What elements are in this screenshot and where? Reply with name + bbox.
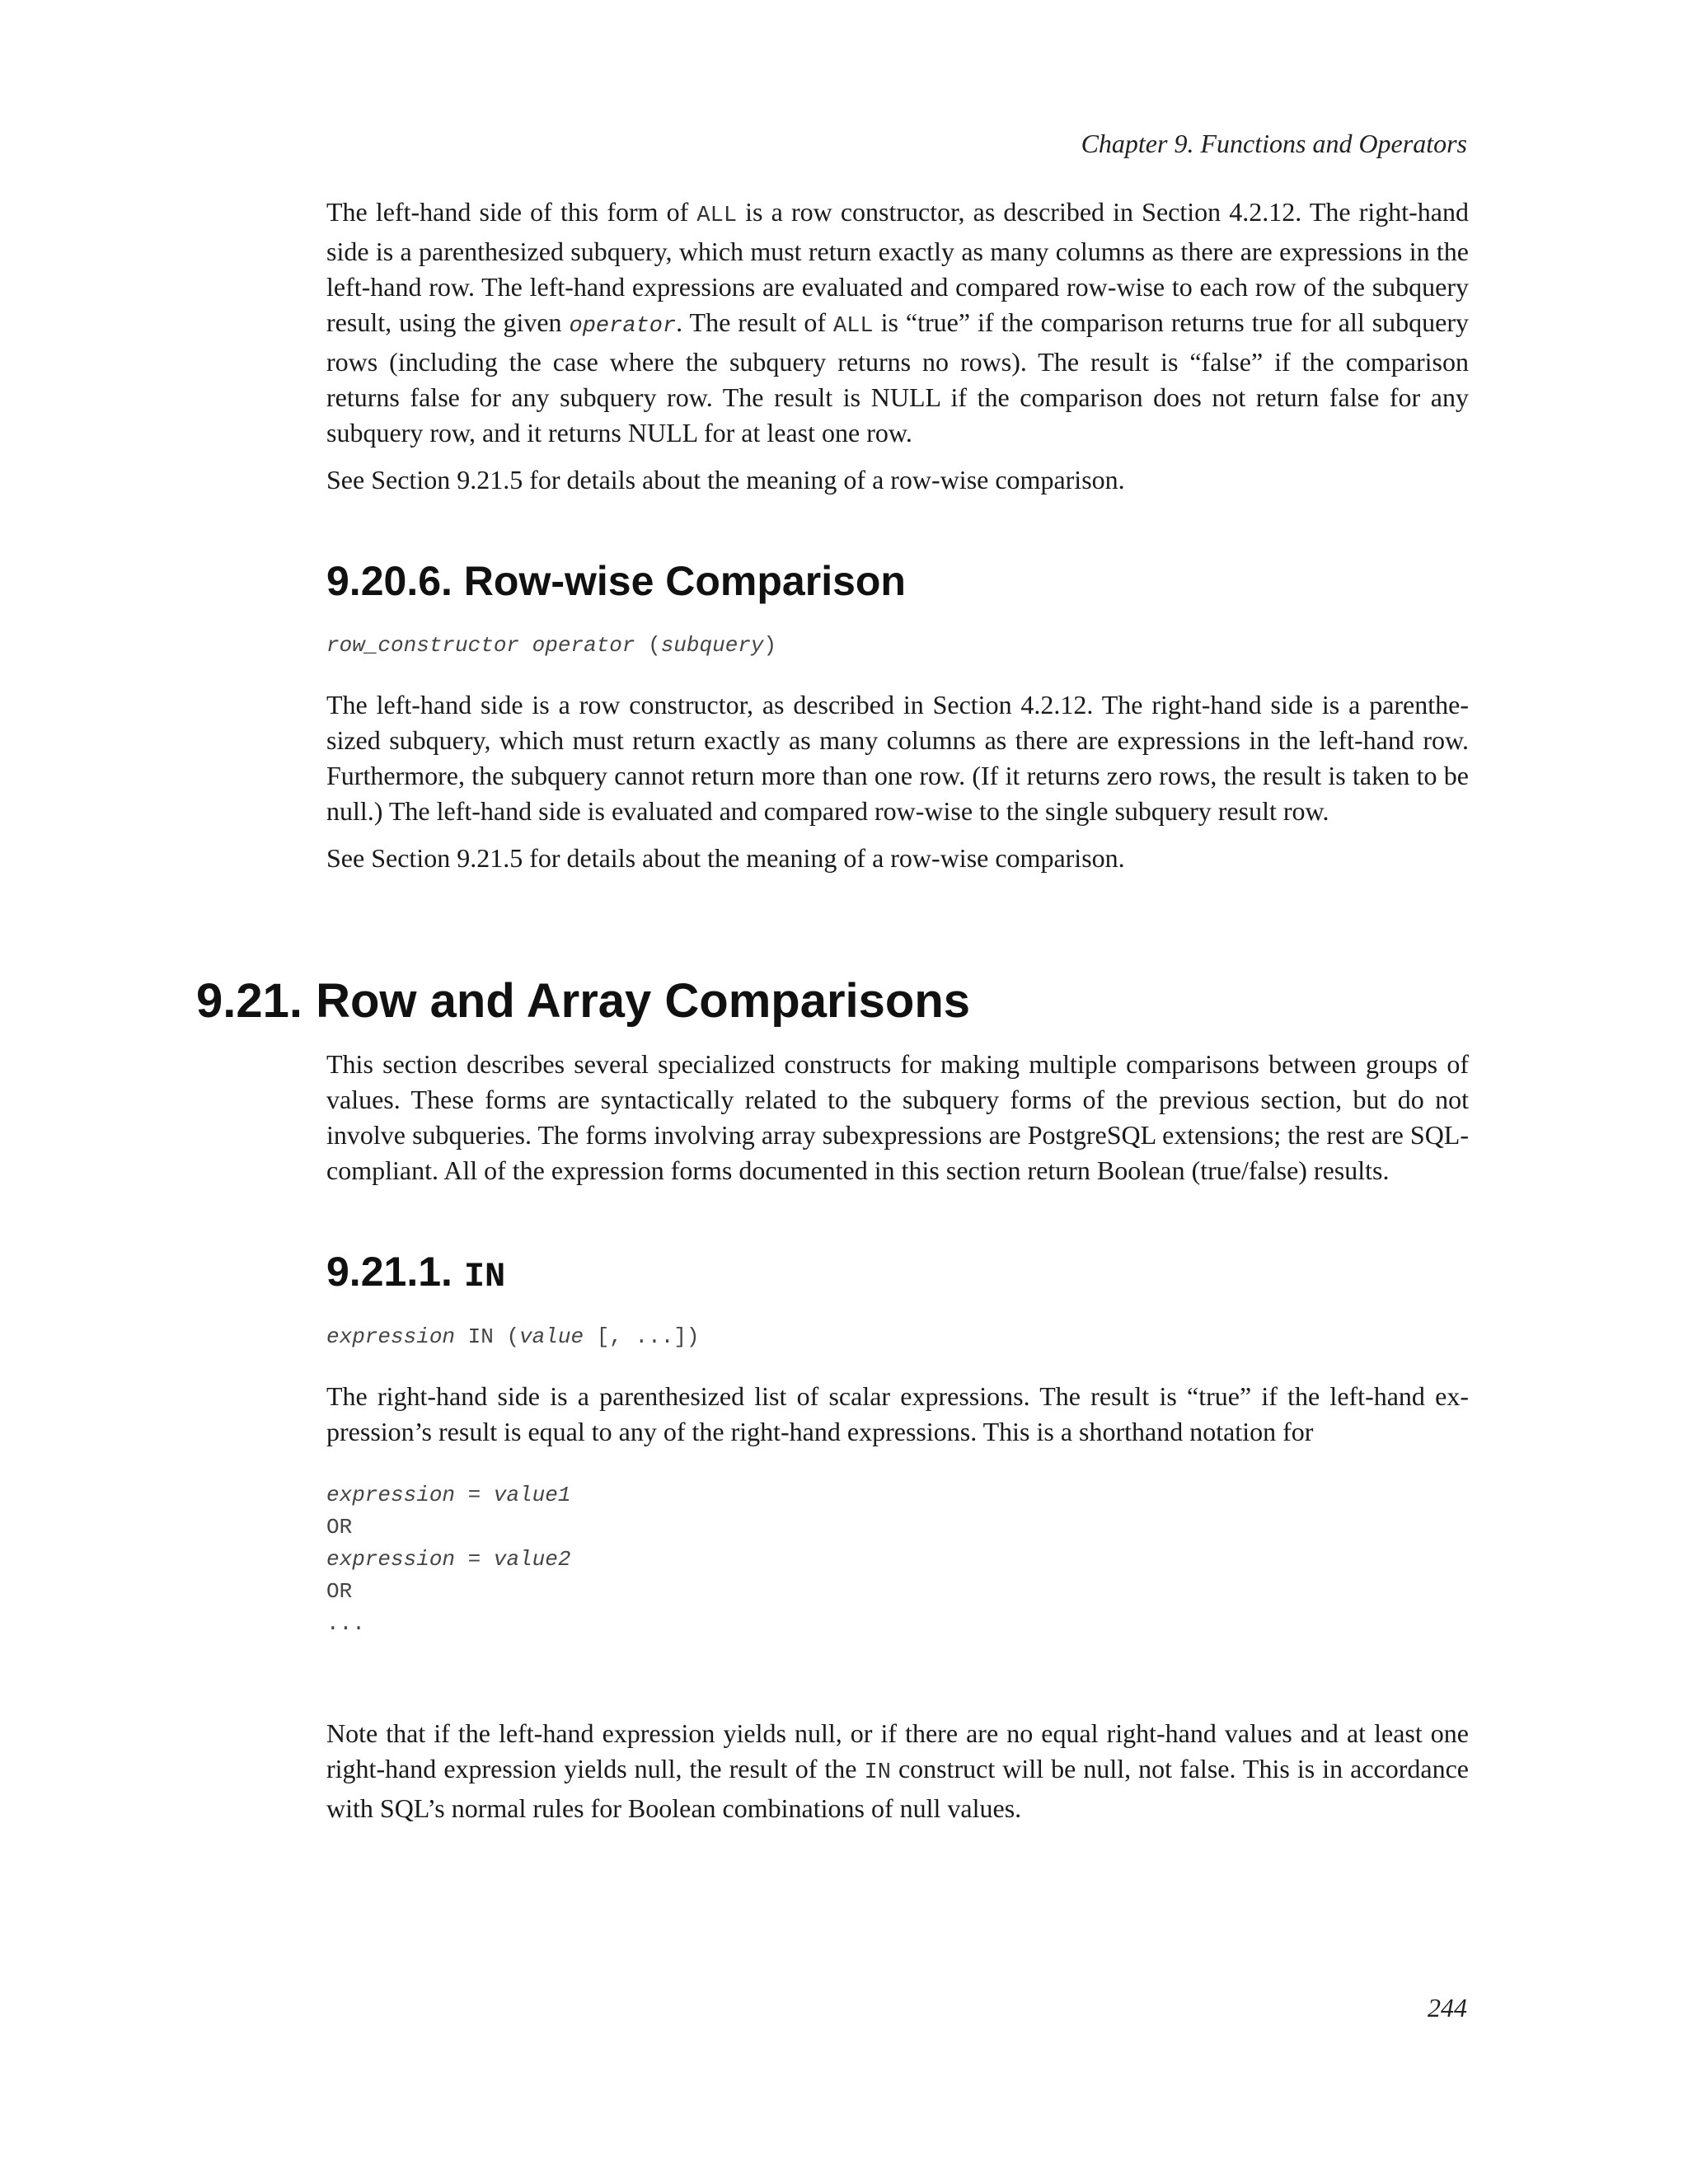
code-replaceable: expression — [326, 1547, 456, 1572]
text-run: is “true” if the comparison returns true for all subquery rows (including the case where the subquery returns no rows). The result is “false” if the comparison returns false for any subquery row. The result is NULL if the comparison does not return false for any subquery row, and it returns NULL for at least one row. — [326, 307, 1470, 448]
text-run: Note that if the left-hand expression yields null, or if there are no equal right-hand values and at least one right-hand expression yields null, the result of the — [326, 1718, 1469, 1783]
section-heading-9-20-6: 9.20.6. Row-wise Comparison — [326, 558, 906, 604]
heading-number: 9.21.1. — [326, 1249, 452, 1295]
intro-paragraph-1 — [326, 194, 1469, 451]
code-replaceable: expression — [326, 1483, 456, 1507]
row-wise-paragraph-2: See Section 9.21.5 for details about the meaning of a row-wise comparison. — [326, 843, 1125, 873]
text-run: The left-hand side of this form of — [326, 197, 697, 227]
inline-code-in: IN — [864, 1760, 891, 1785]
inline-code-all: ALL — [832, 314, 874, 339]
page-content — [196, 194, 1470, 1838]
heading-code-in: IN — [463, 1257, 506, 1296]
intro-paragraph-2: See Section 9.21.5 for details about the meaning of a row-wise comparison. — [326, 465, 1125, 494]
row-wise-paragraph-1: The left-hand side is a row constructor, as described in Section 4.2.12. The right-hand side is a parenthe-sized subquery, which must return exactly as many columns as there are expressions in the left-hand row. Furthermore, the subquery cannot return more than one row. (If it returns zero rows, the result is taken to be null.) The left-hand side is evaluated and compared row-wise to the single subquery result row. — [326, 690, 1469, 826]
section-heading-9-21-1 — [326, 1248, 1469, 1296]
code-operator: = — [455, 1483, 494, 1507]
code-replaceable: value1 — [493, 1483, 571, 1507]
synopsis-replaceable: expression — [326, 1324, 456, 1349]
synopsis-replaceable: operator — [532, 633, 635, 658]
text-run: is a row constructor, as described in Section 4.2.12. The right-hand side is a parenthesized subquery, which must return exactly as many columns as there are expressions in the left-hand row. The left-hand expressions are evaluated and compared row-wise to each row of the subquery result, using the given — [326, 197, 1469, 337]
page-number: 244 — [1428, 1993, 1467, 2022]
synopsis-punct: ( — [648, 633, 661, 658]
text-run: . The result of — [676, 307, 833, 337]
section-heading-9-21: 9.21. Row and Array Comparisons — [196, 974, 971, 1028]
synopsis-in — [326, 1324, 1469, 1349]
synopsis-punct: ( — [506, 1324, 520, 1349]
code-operator: = — [455, 1547, 494, 1572]
in-paragraph-2 — [326, 1716, 1469, 1826]
code-ellipsis: ... — [326, 1611, 365, 1636]
synopsis-row-wise — [326, 633, 1469, 658]
code-keyword: OR — [326, 1579, 353, 1604]
code-replaceable: value2 — [493, 1547, 571, 1572]
code-keyword: OR — [326, 1515, 353, 1540]
synopsis-punct: ) — [763, 633, 777, 658]
text-run: construct will be null, not false. This is in accordance with SQL’s normal rules for Boolean combinations of null values. — [326, 1754, 1470, 1823]
in-paragraph-1: The right-hand side is a parenthesized list of scalar expressions. The result is “true” if the left-hand ex-pression’s result is equal to any of the right-hand expressions. This is a shorthand notation for — [326, 1381, 1469, 1446]
synopsis-replaceable: subquery — [660, 633, 764, 658]
synopsis-punct: [, ...]) — [596, 1324, 700, 1349]
code-block-in-expansion — [326, 1479, 1469, 1640]
running-header: Chapter 9. Functions and Operators — [1081, 129, 1467, 158]
synopsis-replaceable: row_constructor — [326, 633, 520, 658]
inline-code-all: ALL — [696, 204, 738, 228]
inline-code-operator: operator — [569, 314, 677, 339]
row-array-paragraph-1: This section describes several specialized constructs for making multiple comparisons between groups of values. These forms are syntactically related to the subquery forms of the previous section, but do not involve subqueries. The forms involving array subexpressions are PostgreSQL extensions; the rest are SQL-compliant. All of the expression forms documented in this section return Boolean (true/false) results. — [326, 1049, 1469, 1185]
synopsis-keyword: IN — [467, 1324, 494, 1349]
synopsis-replaceable: value — [519, 1324, 584, 1349]
